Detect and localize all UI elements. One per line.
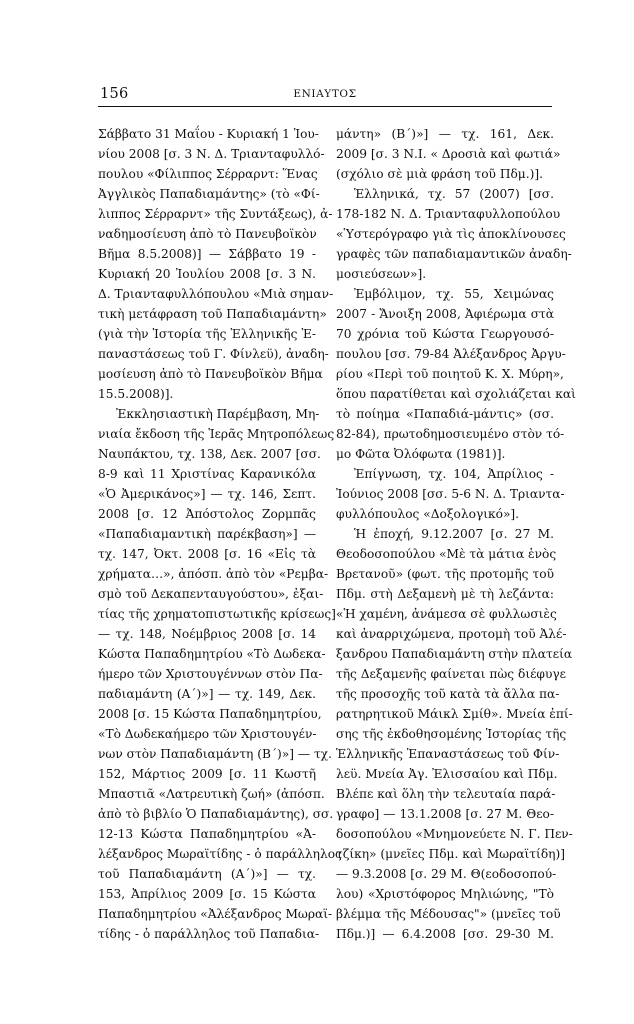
text-line: ρατηρητικοῦ Μάικλ Σμίθ». Μνεία ἐπί- — [336, 707, 573, 721]
text-line: «Ὑστερόγραφο γιὰ τὶς ἀποκλίνουσες — [336, 227, 566, 241]
text-line: Ἐπίγνωση, τχ. 104, Ἀπρίλιος - — [354, 467, 554, 481]
text-line: τῆς προσοχῆς τοῦ κατὰ τὰ ἄλλα πα- — [336, 687, 560, 701]
text-line: ὅπου παρατίθεται καὶ σχολιάζεται καὶ — [336, 387, 576, 401]
text-line: μοσιεύσεων»]. — [336, 267, 427, 281]
text-line: Παπαδημητρίου «Ἀλέξανδρος Μωραϊ- — [98, 907, 333, 921]
text-line: 2007 - Ἄνοιξη 2008, Ἀφιέρωμα στὰ — [336, 307, 554, 321]
text-line: Βῆμα 8.5.2008)] — Σάββατο 19 - — [98, 247, 316, 261]
text-line: τικὴ μετάφραση τοῦ Παπαδιαμάντη» — [98, 307, 327, 321]
text-line: 12-13 Κώστα Παπαδημητρίου «Ἀ- — [98, 827, 316, 841]
text-line: τίδης - ὁ παράλληλος τοῦ Παπαδια- — [98, 927, 320, 941]
text-line: μο Φῶτα Ὀλόφωτα (1981)]. — [336, 447, 506, 461]
text-line: 70 χρόνια τοῦ Κώστα Γεωργουσό- — [336, 327, 554, 341]
text-line: νιαία ἔκδοση τῆς Ἱερᾶς Μητροπόλεως — [98, 427, 335, 441]
text-line: Δ. Τριανταφυλλόπουλου «Μιὰ σημαν- — [98, 287, 334, 301]
text-line: Πδμ.)] — 6.4.2008 [σσ. 29-30 Μ. — [336, 927, 554, 941]
text-line: γραφο] — 13.1.2008 [σ. 27 Μ. Θεο- — [336, 807, 554, 821]
text-line: σης τῆς ἐκδοθησομένης Ἱστορίας τῆς — [336, 727, 567, 741]
text-line: πουλου «Φίλιππος Σέρραρντ: Ἕνας — [98, 167, 318, 181]
text-line: λιππος Σέρραρντ» τῆς Συντάξεως), ἀ- — [98, 207, 333, 221]
text-line: — τχ. 148, Νοέμβριος 2008 [σ. 14 — [98, 627, 316, 641]
text-line: Σάββατο 31 Μαΐου - Κυριακή 1 Ἰου- — [98, 127, 319, 141]
text-line: Ἐμβόλιμον, τχ. 55, Χειμώνας — [354, 287, 554, 301]
right-column — [336, 124, 576, 944]
text-line: 152, Μάρτιος 2009 [σ. 11 Κωστῆ — [98, 767, 316, 781]
text-line: Πδμ. στὴ Δεξαμενὴ μὲ τὴ λεζάντα: — [336, 587, 554, 601]
text-line: «Ἡ χαμένη, ἀνάμεσα σὲ φυλλωσιὲς — [336, 607, 557, 621]
text-line: Ἐκκλησιαστικὴ Παρέμβαση, Μη- — [116, 407, 320, 421]
text-line: 153, Ἀπρίλιος 2009 [σ. 15 Κώστα — [98, 887, 316, 901]
text-line: «Παπαδιαμαντικὴ παρέκβαση»] — — [98, 527, 316, 541]
text-line: μάντη» (Β΄)»] — τχ. 161, Δεκ. — [336, 127, 554, 141]
text-line: 2009 [σ. 3 Ν.Ι. « Δροσιὰ καὶ φωτιά» — [336, 147, 561, 161]
text-line: Ἀγγλικὸς Παπαδιαμάντης» (τὸ «Φί- — [98, 187, 320, 201]
text-line: Θεοδοσοπούλου «Μὲ τὰ μάτια ἑνὸς — [336, 547, 557, 561]
text-line: δοσοπούλου «Μνημονεύετε Ν. Γ. Πεν- — [336, 827, 573, 841]
text-line: Μπαστιᾶ «Λατρευτικὴ ζωή» (ἀπόσπ. — [98, 787, 325, 801]
text-line: γραφὲς τῶν παπαδιαμαντικῶν ἀναδη- — [336, 247, 572, 261]
text-line: 2008 [σ. 12 Ἀπόστολος Ζορμπᾶς — [98, 507, 316, 521]
text-line: Ἡ ἐποχή, 9.12.2007 [σ. 27 Μ. — [354, 527, 554, 541]
text-line: Κώστα Παπαδημητρίου «Τὸ Δωδεκα- — [98, 647, 326, 661]
text-line: λου) «Χριστόφορος Μηλιώνης, "Τὸ — [336, 887, 554, 901]
text-line: Ναυπάκτου, τχ. 138, Δεκ. 2007 [σσ. — [98, 447, 321, 461]
text-line: 15.5.2008)]. — [98, 387, 174, 401]
text-line: τὸ ποίημα «Παπαδιά-μάντις» (σσ. — [336, 407, 554, 421]
running-head: ΕΝΙΑΥΤΟΣ — [293, 88, 357, 100]
text-line: τίας τῆς χρηματοπιστωτικῆς κρίσεως] — [98, 607, 336, 621]
text-line: Ἑλληνικῆς Ἐπαναστάσεως τοῦ Φίν- — [336, 747, 560, 761]
text-line: νων στὸν Παπαδιαμάντη (Β΄)»] — τχ. — [98, 747, 332, 761]
text-line: τοῦ Παπαδιαμάντη (Α΄)»] — τχ. — [98, 867, 316, 881]
text-line: παναστάσεως τοῦ Γ. Φίνλεϋ), ἀναδη- — [98, 347, 329, 361]
text-line: ρίου «Περὶ τοῦ ποιητοῦ Κ. Χ. Μύρη», — [336, 367, 564, 381]
text-line: Κυριακή 20 Ἰουλίου 2008 [σ. 3 Ν. — [98, 267, 316, 281]
page-header — [98, 86, 552, 106]
left-column — [98, 124, 342, 944]
text-line: Ἑλληνικά, τχ. 57 (2007) [σσ. — [354, 187, 554, 201]
header-rule — [98, 106, 552, 107]
text-line: 2008 [σ. 15 Κώστα Παπαδημητρίου, — [98, 707, 322, 721]
text-line: καὶ ἀναρριχώμενα, προτομὴ τοῦ Ἀλέ- — [336, 627, 567, 641]
text-line: νίου 2008 [σ. 3 Ν. Δ. Τριανταφυλλό- — [98, 147, 325, 161]
text-line: Βρετανοῦ» (φωτ. τῆς προτομῆς τοῦ — [336, 567, 554, 581]
text-line: «Ὁ Ἀμερικάνος»] — τχ. 146, Σεπτ. — [98, 487, 316, 501]
text-line: Βλέπε καὶ ὅλη τὴν τελευταία παρά- — [336, 787, 556, 801]
page-number: 156 — [100, 86, 129, 102]
text-line: Ἰούνιος 2008 [σσ. 5-6 Ν. Δ. Τριαντα- — [336, 487, 565, 501]
text-line: ἀπὸ τὸ βιβλίο Ὁ Παπαδιαμάντης), σσ. — [98, 807, 334, 821]
text-line: χρήματα…», ἀπόσπ. ἀπὸ τὸν «Ρεμβα- — [98, 567, 329, 581]
text-line: μοσίευση ἀπὸ τὸ Πανευβοϊκὸν Βῆμα — [98, 367, 323, 381]
text-line: πουλου [σσ. 79-84 Ἀλέξανδρος Ἀργυ- — [336, 347, 566, 361]
text-line: παδιαμάντη (Α΄)»] — τχ. 149, Δεκ. — [98, 687, 316, 701]
text-line: 8-9 καὶ 11 Χριστίνας Καρανικόλα — [98, 467, 316, 481]
text-line: τῆς Δεξαμενῆς φαίνεται πὼς διέφυγε — [336, 667, 566, 681]
text-line: (σχόλιο σὲ μιὰ φράση τοῦ Πδμ.)]. — [336, 167, 543, 181]
text-line: λέξανδρος Μωραϊτίδης - ὁ παράλληλος — [98, 847, 342, 861]
text-line: σμὸ τοῦ Δεκαπενταυγούστου», ἐξαι- — [98, 587, 324, 601]
text-line: φυλλόπουλος «Δοξολογικό»]. — [336, 507, 520, 521]
text-line: ήμερο τῶν Χριστουγέννων στὸν Πα- — [98, 667, 323, 681]
text-line: 178-182 Ν. Δ. Τριανταφυλλοπούλου — [336, 207, 561, 221]
text-line: λεϋ. Μνεία Ἀγ. Ἐλισσαίου καὶ Πδμ. — [336, 767, 558, 781]
text-line: τχ. 147, Ὀκτ. 2008 [σ. 16 «Εἰς τὰ — [98, 547, 316, 561]
text-line: ναδημοσίευση ἀπὸ τὸ Πανευβοϊκὸν — [98, 227, 317, 241]
text-line: — 9.3.2008 [σ. 29 Μ. Θ(εοδοσοπού- — [336, 867, 557, 881]
text-line: ξανδρου Παπαδιαμάντη στὴν πλατεία — [336, 647, 573, 661]
text-line: βλέμμα τῆς Μέδουσας"» (μνεῖες τοῦ — [336, 907, 561, 921]
text-line: (γιὰ τὴν Ἱστορία τῆς Ἑλληνικῆς Ἐ- — [98, 327, 316, 341]
text-line: 82-84), πρωτοδημοσιευμένο στὸν τό- — [336, 427, 565, 441]
text-line: τζίκη» (μνεῖες Πδμ. καὶ Μωραϊτίδη)] — [336, 847, 565, 861]
text-line: «Τὸ Δωδεκαήμερο τῶν Χριστουγέν- — [98, 727, 317, 741]
